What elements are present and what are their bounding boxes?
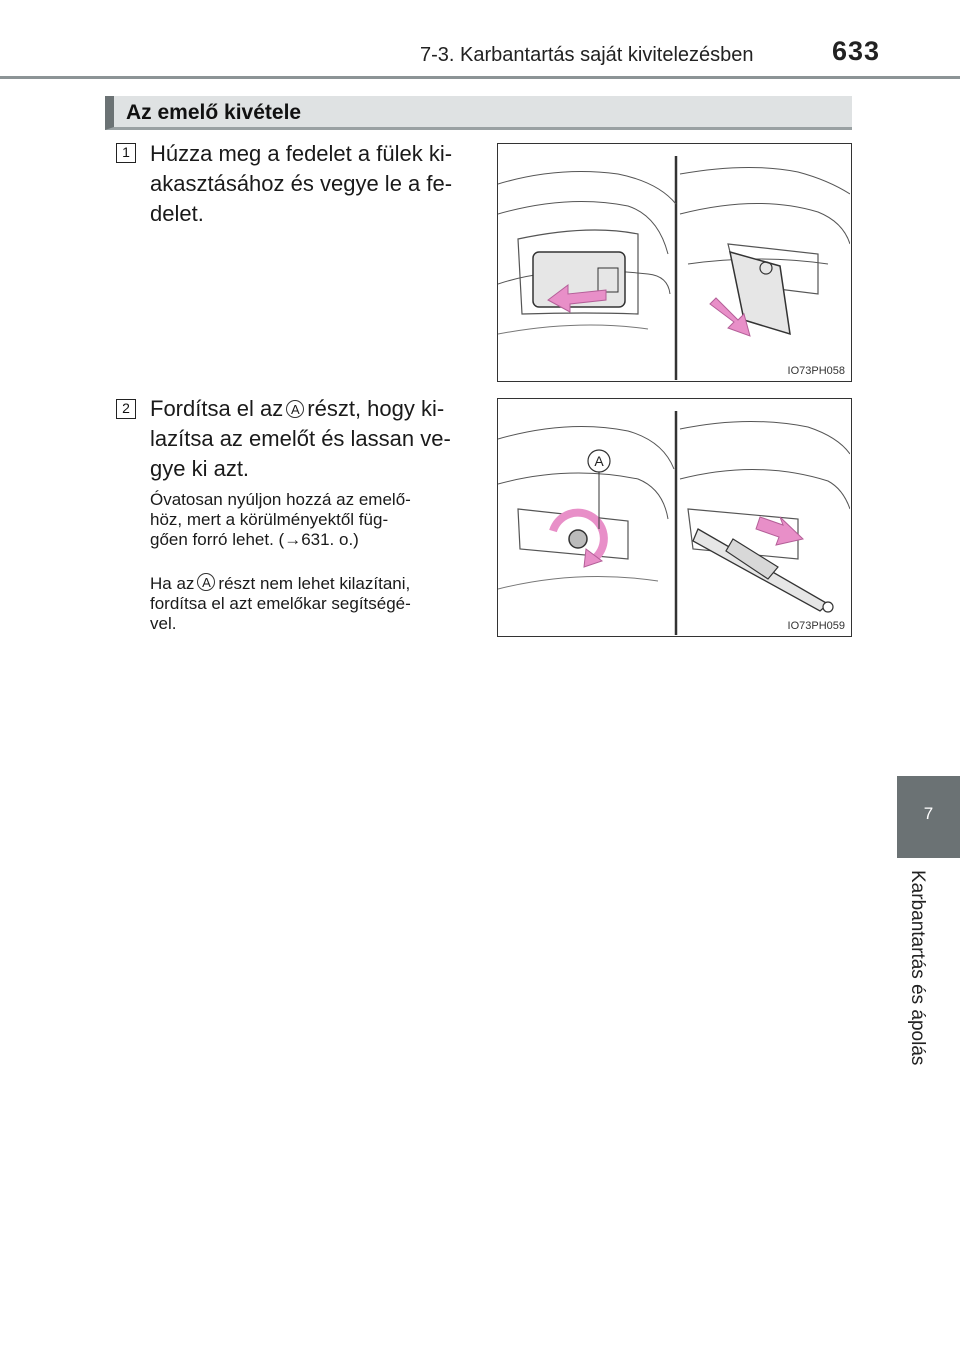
section-heading: Az emelő kivétele — [126, 101, 302, 124]
step-2-text — [150, 394, 475, 484]
chapter-title: Karbantartás és ápolás — [907, 870, 928, 1066]
note-line: Óvatosan nyúljon hozzá az emelő- — [150, 490, 411, 509]
step-1-line: akasztásához és vegye le a fe- — [150, 171, 453, 196]
note-line — [150, 573, 475, 594]
note-lever — [150, 573, 475, 634]
step-1-line: Húzza meg a fedelet a fülek ki- — [150, 141, 453, 166]
header-divider — [0, 76, 960, 79]
figure-code: IO73PH059 — [787, 620, 845, 632]
step-2-line-start: Fordítsa el az — [150, 396, 284, 421]
section-heading-bar — [105, 96, 852, 130]
note-line: gően forró lehet. (→631. o.) — [150, 530, 359, 549]
figure-callout-a: A — [594, 453, 604, 469]
chapter-number: 7 — [923, 804, 934, 823]
chapter-side-label — [908, 870, 948, 1200]
chapter-tab — [897, 776, 960, 858]
step-2-line: lazítsa az emelőt és lassan ve- — [150, 426, 451, 451]
step-2-line: gye ki azt. — [150, 456, 250, 481]
note-line: vel. — [150, 614, 177, 633]
marker-a: A — [197, 573, 215, 591]
step-1-line: delet. — [150, 201, 204, 226]
note-line: höz, mert a körülményektől füg- — [150, 510, 389, 529]
remove-jack-illustration — [498, 399, 850, 635]
marker-a: A — [286, 400, 304, 418]
step-number-2: 2 — [116, 399, 136, 419]
step-2-line — [150, 394, 475, 424]
note-line: fordítsa el azt emelőkar segítségé- — [150, 594, 411, 613]
note-line-start: Ha az — [150, 574, 195, 593]
note-line-end: részt nem lehet kilazítani, — [218, 574, 411, 593]
remove-cover-illustration — [498, 144, 850, 380]
page-number: 633 — [832, 36, 881, 66]
step-2-line-end: részt, hogy ki- — [307, 396, 445, 421]
note-caution — [150, 490, 475, 550]
figure-code: IO73PH058 — [787, 365, 845, 377]
figure-remove-cover — [497, 143, 852, 382]
step-number-1: 1 — [116, 143, 136, 163]
running-header-title: 7-3. Karbantartás saját kivitelezésben — [420, 44, 754, 66]
step-1-text — [150, 139, 475, 229]
figure-remove-jack — [497, 398, 852, 637]
